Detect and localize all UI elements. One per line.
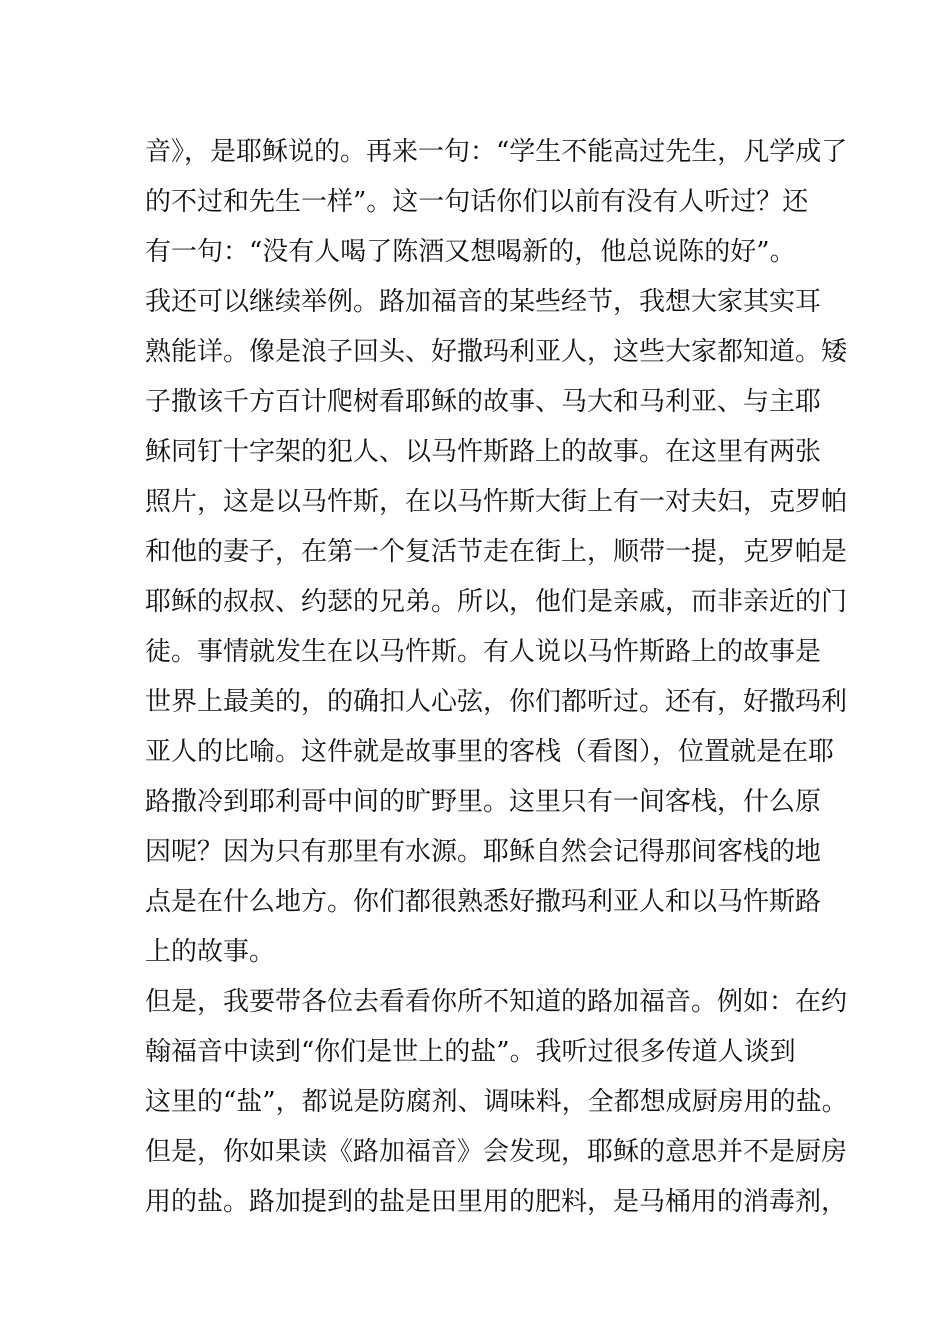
text-line: 世界上最美的，的确扣人心弦，你们都听过。还有，好撒玛利 (145, 687, 848, 717)
text-line: 和他的妻子，在第一个复活节走在街上，顺带一提，克罗帕是 (145, 537, 848, 567)
text-line: 路撒冷到耶利哥中间的旷野里。这里只有一间客栈，什么原 (145, 787, 822, 817)
text-line: 稣同钉十字架的犯人、以马忤斯路上的故事。在这里有两张 (145, 437, 822, 467)
text-line: 有一句：“没有人喝了陈酒又想喝新的，他总说陈的好”。 (145, 237, 796, 267)
text-line: 上的故事。 (145, 937, 276, 967)
text-line: 因呢？因为只有那里有水源。耶稣自然会记得那间客栈的地 (145, 837, 822, 867)
text-line: 但是，你如果读《路加福音》会发现，耶稣的意思并不是厨房 (145, 1137, 848, 1167)
text-line: 照片，这是以马忤斯，在以马忤斯大街上有一对夫妇，克罗帕 (145, 487, 848, 517)
text-line: 的不过和先生一样”。这一句话你们以前有没有人听过？还 (145, 187, 809, 217)
text-line: 子撒该千方百计爬树看耶稣的故事、马大和马利亚、与主耶 (145, 387, 822, 417)
text-line: 耶稣的叔叔、约瑟的兄弟。所以，他们是亲戚，而非亲近的门 (145, 587, 848, 617)
text-line: 用的盐。路加提到的盐是田里用的肥料，是马桶用的消毒剂， (145, 1187, 848, 1217)
text-line: 我还可以继续举例。路加福音的某些经节，我想大家其实耳 (145, 287, 822, 317)
body-text (145, 127, 848, 1227)
text-line: 熟能详。像是浪子回头、好撒玛利亚人，这些大家都知道。矮 (145, 337, 848, 367)
text-line: 点是在什么地方。你们都很熟悉好撒玛利亚人和以马忤斯路 (145, 887, 822, 917)
text-line: 但是，我要带各位去看看你所不知道的路加福音。例如：在约 (145, 987, 848, 1017)
text-line: 亚人的比喻。这件就是故事里的客栈（看图），位置就是在耶 (145, 737, 835, 767)
text-line: 音》，是耶稣说的。再来一句：“学生不能高过先生，凡学成了 (145, 137, 848, 167)
text-line: 徒。事情就发生在以马忤斯。有人说以马忤斯路上的故事是 (145, 637, 822, 667)
text-line: 这里的“盐”，都说是防腐剂、调味料，全都想成厨房用的盐。 (145, 1087, 848, 1117)
text-line: 翰福音中读到“你们是世上的盐”。我听过很多传道人谈到 (145, 1037, 796, 1067)
